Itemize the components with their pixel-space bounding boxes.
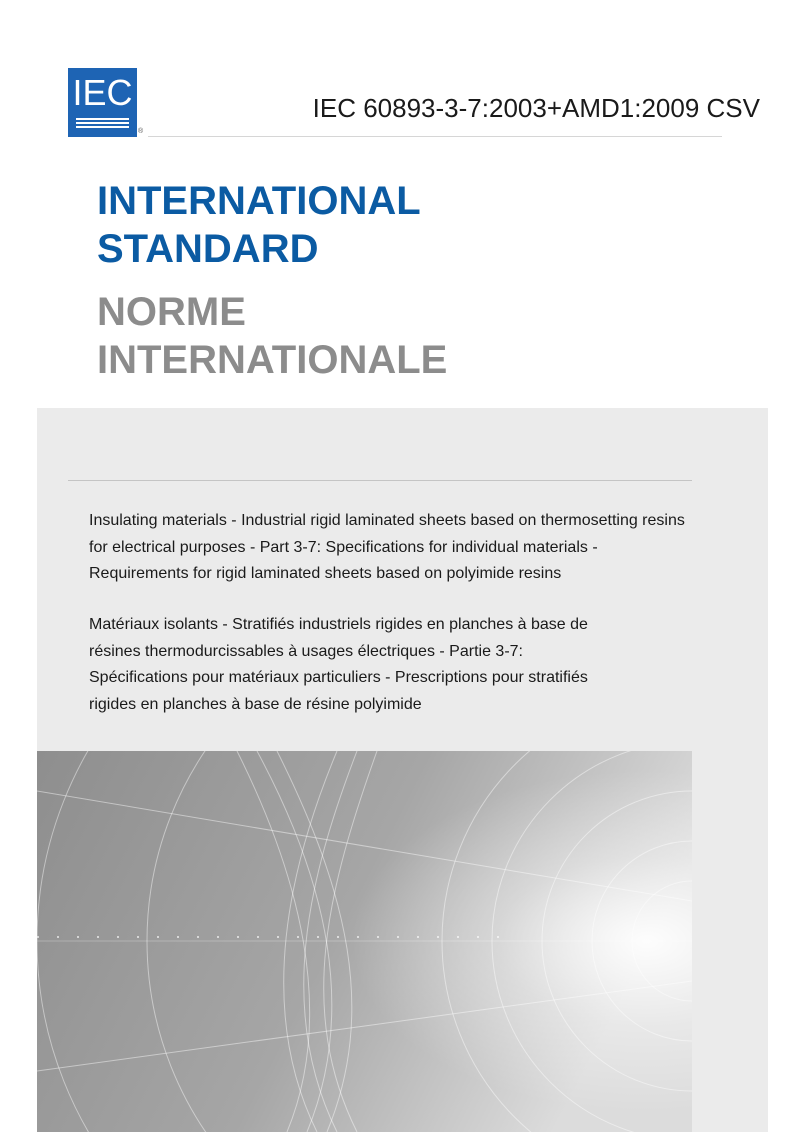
standard-number: IEC 60893-3-7:2003+AMD1:2009 CSV	[312, 93, 760, 123]
title-french-line2: INTERNATIONALE	[97, 338, 448, 382]
iec-logo-lines	[76, 118, 129, 130]
registered-mark: ®	[138, 128, 144, 135]
cover-artwork	[37, 751, 692, 1132]
title-english-line1: INTERNATIONAL	[97, 179, 421, 223]
title-french	[97, 288, 447, 384]
title-english	[97, 177, 421, 273]
iec-logo	[68, 68, 137, 137]
title-english-line2: STANDARD	[97, 227, 319, 271]
description-french: Matériaux isolants - Stratifiés industriels rigides en planches à base de résines thermodurcissables à usages électriques - Partie 3-7: Spécifications pour matériaux particuliers - Prescriptions pour stratifiés rigides en planches à base de résine polyimide	[89, 616, 588, 713]
panel-divider	[68, 480, 692, 481]
header-divider	[148, 136, 722, 137]
iec-logo-text: IEC	[72, 72, 133, 113]
title-french-line1: NORME	[97, 290, 246, 334]
description-english: Insulating materials - Industrial rigid laminated sheets based on thermosetting resins for electrical purposes - Part 3-7: Specifications for individual materials - Requirements for rigid laminated sheets based on polyimide resins	[89, 512, 685, 582]
